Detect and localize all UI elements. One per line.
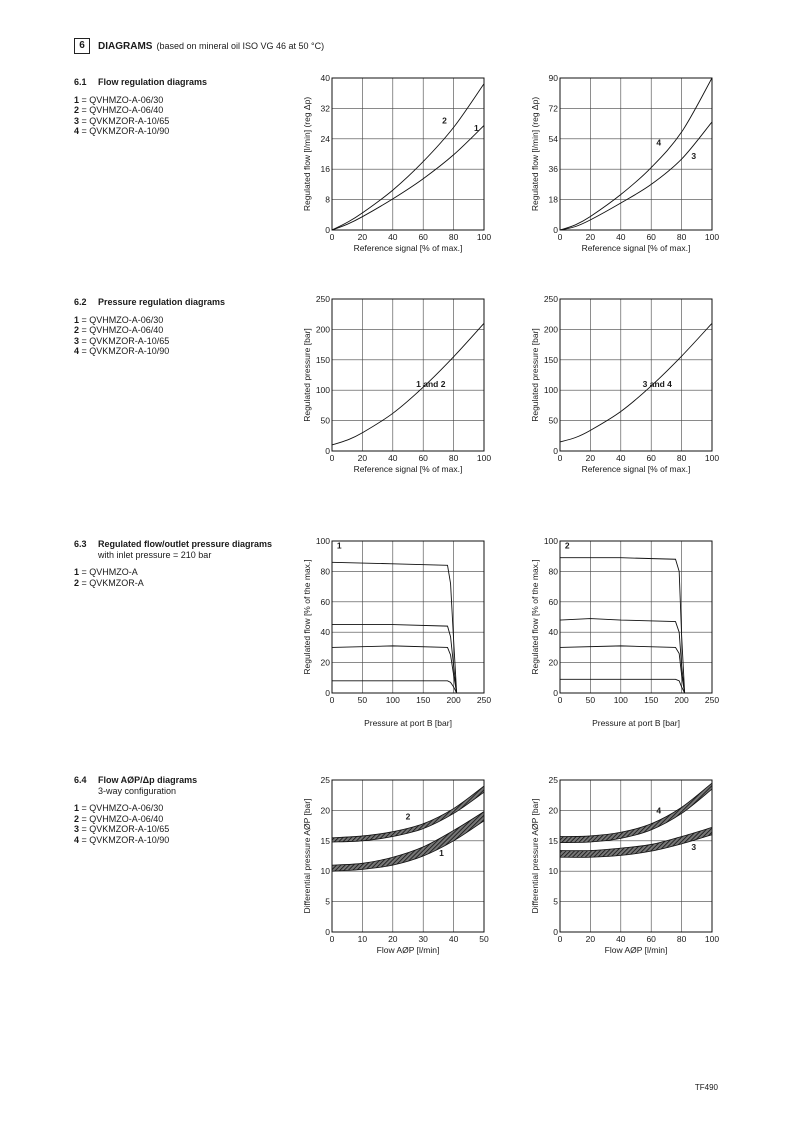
flow-outlet-pressure-chart-1 [302,536,492,728]
page-footer-code: TF490 [694,1083,718,1092]
y-tick-label: 40 [320,627,330,638]
legend-item: 3 = QVKMZOR-A-10/65 [74,824,170,834]
y-axis-label: Differential pressure AØP [bar] [302,798,312,914]
y-tick-label: 150 [543,354,558,365]
y-tick-label: 0 [325,927,330,937]
data-line [560,619,685,693]
data-line [560,646,685,693]
plot-frame [332,78,484,230]
y-tick-label: 40 [320,73,330,83]
curve-label: 1 and 2 [416,379,446,390]
curve-label: 1 [474,123,479,134]
plot-frame [560,541,712,693]
plot-frame [332,299,484,451]
y-axis-label: Regulated pressure [bar] [530,328,540,422]
data-line [332,646,457,693]
y-tick-label: 15 [548,835,558,846]
y-tick-label: 80 [548,566,558,577]
y-tick-label: 0 [553,225,558,235]
x-tick-label: 200 [674,695,689,705]
section-title [74,297,284,308]
legend-item: 4 = QVKMZOR-A-10/90 [74,834,170,845]
curve-label: 2 [405,811,411,822]
x-tick-label: 40 [616,934,626,944]
flow-regulation-chart-1 [302,73,492,253]
x-tick-label: 0 [557,695,563,705]
y-axis-label: Regulated flow [l/min] (reg Δp) [530,96,540,212]
y-tick-label: 100 [315,385,330,396]
x-tick-label: 40 [388,453,398,463]
y-tick-label: 0 [553,927,558,937]
y-tick-label: 60 [320,596,330,607]
legend-item: 1 = QVHMZO-A-06/30 [74,94,164,105]
x-tick-label: 40 [448,934,459,944]
y-tick-label: 60 [548,596,558,607]
x-tick-label: 0 [329,232,335,242]
y-tick-label: 150 [315,354,330,365]
x-tick-label: 100 [476,232,492,242]
y-tick-label: 200 [315,324,330,335]
x-tick-label: 30 [418,934,428,944]
curve-label: 4 [656,805,662,816]
flow-dp-chart-2 [530,775,720,955]
x-tick-label: 250 [476,695,492,705]
x-tick-label: 100 [704,934,720,944]
x-tick-label: 100 [476,453,492,463]
section-title-text: Flow AØP/Δp diagrams [98,775,198,785]
x-tick-label: 0 [557,232,563,242]
x-tick-label: 150 [644,695,659,705]
y-tick-label: 50 [548,415,558,426]
legend-item: 4 = QVKMZOR-A-10/90 [74,126,170,136]
y-axis-label: Regulated flow [% of the max.] [530,559,540,675]
x-axis-label: Flow AØP [l/min] [376,945,440,955]
section-num: 6.1 [74,77,87,87]
section-title-text: Pressure regulation diagrams [98,297,226,307]
y-tick-label: 10 [548,866,558,877]
x-tick-label: 40 [616,232,626,242]
y-tick-label: 250 [315,294,330,304]
y-tick-label: 24 [320,133,330,144]
pressure-regulation-chart-1 [302,294,492,474]
data-line [332,562,457,693]
y-tick-label: 18 [548,194,558,205]
y-tick-label: 0 [325,688,330,698]
legend-item: 2 = QVKMZOR-A [74,577,144,588]
x-tick-label: 20 [388,934,398,944]
data-line [560,122,712,230]
x-tick-label: 100 [704,232,720,242]
legend [74,567,284,588]
data-band [560,783,712,843]
section-title-text: Regulated flow/outlet pressure diagrams [98,539,273,549]
y-tick-label: 32 [320,103,330,114]
x-tick-label: 80 [676,934,687,944]
curve-label: 2 [564,540,570,551]
page-header [74,37,324,55]
y-tick-label: 72 [548,103,558,114]
x-tick-label: 50 [479,934,489,944]
y-axis-label: Differential pressure AØP [bar] [530,798,540,914]
x-tick-label: 100 [385,695,400,705]
y-tick-label: 200 [543,324,558,335]
x-tick-label: 0 [557,453,563,463]
y-tick-label: 25 [548,775,558,785]
x-tick-label: 60 [646,453,656,463]
data-line [332,681,457,693]
x-tick-label: 60 [418,453,428,463]
x-axis-label: Reference signal [% of max.] [581,243,691,253]
x-tick-label: 80 [676,232,687,242]
curve-label: 1 [439,848,444,858]
x-axis-label: Reference signal [% of max.] [581,464,691,474]
y-tick-label: 20 [320,657,330,668]
curve-label: 3 [691,841,697,852]
x-tick-label: 150 [416,695,431,705]
section-6-1 [74,77,284,137]
legend-item: 2 = QVHMZO-A-06/40 [74,105,164,115]
y-tick-label: 10 [320,866,330,877]
legend-item: 2 = QVHMZO-A-06/40 [74,813,164,824]
x-tick-label: 100 [704,453,720,463]
y-tick-label: 20 [548,805,558,816]
section-num: 6.4 [74,775,87,785]
y-tick-label: 0 [325,225,330,235]
y-tick-label: 0 [553,446,558,456]
x-tick-label: 10 [357,934,368,944]
y-tick-label: 5 [325,896,330,907]
curve-label: 2 [442,115,447,126]
y-tick-label: 16 [320,164,330,175]
section-number-box: 6 [74,38,90,54]
data-line [332,84,484,230]
x-axis-label: Pressure at port B [bar] [592,718,680,728]
x-tick-label: 20 [357,232,368,242]
x-tick-label: 80 [448,232,459,242]
section-title [74,775,284,786]
legend-item: 4 = QVKMZOR-A-10/90 [74,346,170,356]
x-axis-label: Reference signal [% of max.] [353,464,463,474]
data-line [560,558,685,693]
section-title [74,77,284,88]
y-tick-label: 20 [548,657,558,668]
x-tick-label: 20 [357,453,368,463]
x-axis-label: Pressure at port B [bar] [364,718,452,728]
legend-item: 3 = QVKMZOR-A-10/65 [74,115,170,126]
y-tick-label: 20 [320,805,330,816]
x-axis-label: Flow AØP [l/min] [604,945,668,955]
y-tick-label: 36 [548,164,558,175]
section-subtitle: 3-way configuration [98,785,177,796]
legend-item: 1 = QVHMZO-A-06/30 [74,803,164,813]
legend-item: 3 = QVKMZOR-A-10/65 [74,335,170,346]
x-tick-label: 60 [418,232,428,242]
x-tick-label: 80 [448,453,459,463]
legend-item: 1 = QVHMZO-A [74,567,138,577]
pressure-regulation-chart-2 [530,294,720,474]
section-6-2 [74,297,284,357]
page-title: DIAGRAMS [98,40,153,52]
x-tick-label: 100 [613,695,628,705]
x-axis-label: Reference signal [% of max.] [353,243,463,253]
x-tick-label: 20 [585,453,596,463]
x-tick-label: 0 [557,934,563,944]
legend-item: 2 = QVHMZO-A-06/40 [74,325,164,335]
x-tick-label: 60 [646,934,656,944]
section-6-3 [74,539,284,588]
y-tick-label: 0 [553,688,558,698]
x-tick-label: 250 [704,695,720,705]
page-subtitle: (based on mineral oil ISO VG 46 at 50 °C) [156,41,325,51]
x-tick-label: 0 [329,453,335,463]
data-line [332,323,484,445]
curve-label: 1 [336,540,342,551]
section-num: 6.2 [74,297,87,307]
legend [74,315,284,357]
data-line [560,78,712,230]
flow-dp-chart-1 [302,775,489,955]
legend-item: 1 = QVHMZO-A-06/30 [74,314,164,325]
data-line [332,126,484,231]
x-tick-label: 200 [446,695,461,705]
y-tick-label: 100 [315,536,330,546]
data-line [560,323,712,442]
y-axis-label: Regulated pressure [bar] [302,328,312,422]
y-tick-label: 100 [543,536,558,546]
curve-label: 3 and 4 [642,379,672,390]
y-tick-label: 5 [553,896,558,907]
plot-frame [560,299,712,451]
section-num: 6.3 [74,539,87,549]
x-tick-label: 0 [329,934,335,944]
x-tick-label: 20 [585,934,596,944]
x-tick-label: 80 [676,453,687,463]
y-tick-label: 0 [325,446,330,456]
x-tick-label: 40 [616,453,626,463]
section-title-text: Flow regulation diagrams [98,77,208,87]
legend [74,95,284,137]
section-6-4 [74,775,284,845]
flow-outlet-pressure-chart-2 [530,536,720,728]
x-tick-label: 50 [585,695,596,705]
y-tick-label: 250 [543,294,558,304]
x-tick-label: 0 [329,695,335,705]
y-tick-label: 50 [320,415,330,426]
data-line [332,625,457,693]
y-tick-label: 25 [320,775,330,785]
y-tick-label: 90 [548,73,558,83]
y-tick-label: 8 [325,194,330,205]
y-tick-label: 54 [548,133,558,144]
x-tick-label: 60 [646,232,656,242]
flow-regulation-chart-2 [530,73,720,253]
x-tick-label: 40 [388,232,398,242]
y-axis-label: Regulated flow [l/min] (reg Δp) [302,96,312,212]
plot-frame [560,78,712,230]
curve-label: 4 [656,137,662,148]
y-tick-label: 80 [320,566,330,577]
y-tick-label: 100 [543,385,558,396]
y-tick-label: 40 [548,627,558,638]
data-line [560,679,685,693]
x-tick-label: 20 [585,232,596,242]
curve-label: 3 [691,151,697,162]
x-tick-label: 50 [357,695,368,705]
y-axis-label: Regulated flow [% of the max.] [302,559,312,675]
y-tick-label: 15 [320,835,330,846]
section-title [74,539,284,550]
section-subtitle: with inlet pressure = 210 bar [98,549,212,560]
legend [74,803,284,845]
